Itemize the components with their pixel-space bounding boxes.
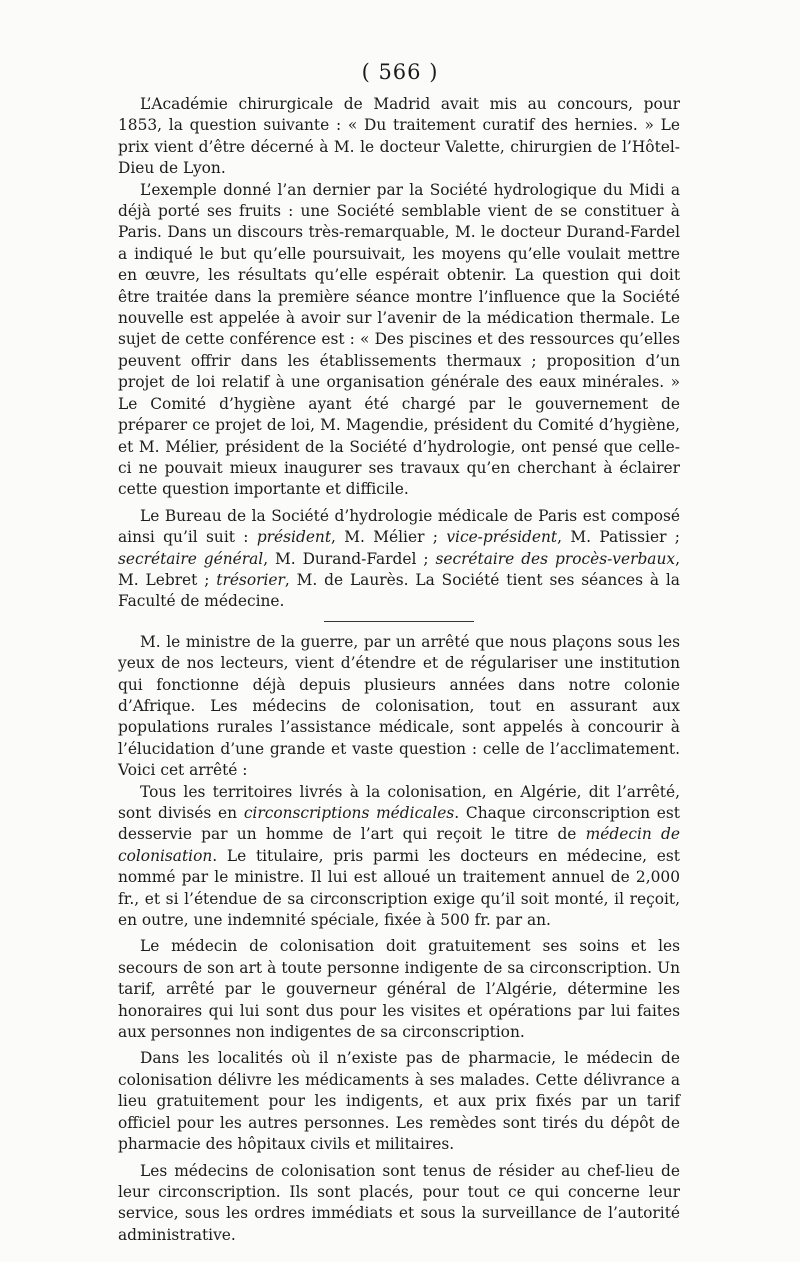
page-body	[118, 94, 680, 1246]
page-number: ( 566 )	[361, 60, 439, 84]
section-divider	[324, 621, 474, 622]
paragraph-medical-districts: Tous les territoires livrés à la colonisation, en Algérie, dit l’arrêté, sont divisés en circonscriptions médicales. Chaque circonscription est desservie par un homme de l’art qui reçoit le titre de médecin de colonisation. Le titulaire, pris parmi les docteurs en médecine, est nommé par le ministre. Il lui est alloué un traitement annuel de 2,000 fr., et si l’étendue de sa circonscription exige qu’il soit monté, il reçoit, en outre, une indemnité spéciale, fixée à 500 fr. par an.	[118, 782, 680, 930]
paragraph-minister-of-war: M. le ministre de la guerre, par un arrêté que nous plaçons sous les yeux de nos lecteurs, vient d’étendre et de régulariser une institution qui fonctionne déjà depuis plusieurs années dans notre colonie d’Afrique. Les médecins de colonisation, tout en assurant aux populations rurales l’assistance médicale, sont appelés à concourir à l’élucidation d’une grande et vaste question : celle de l’acclimatement. Voici cet arrêté :	[118, 632, 680, 780]
paragraph-society-bureau: Le Bureau de la Société d’hydrologie médicale de Paris est composé ainsi qu’il suit : président, M. Mélier ; vice-président, M. Patissier ; secrétaire général, M. Durand-Fardel ; secrétaire des procès-verbaux, M. Lebret ; trésorier, M. de Laurès. La Société tient ses séances à la Faculté de médecine.	[118, 506, 680, 611]
paragraph-hydrology-society: L’exemple donné l’an dernier par la Société hydrologique du Midi a déjà porté ses fruits : une Société semblable vient de se constituer à Paris. Dans un discours très-remarquable, M. le docteur Durand-Fardel a indiqué le but qu’elle poursuivait, les moyens qu’elle voulait mettre en œuvre, les résultats qu’elle espérait obtenir. La question qui doit être traitée dans la première séance montre l’influence que la Société nouvelle est appelée à avoir sur l’avenir de la médication thermale. Le sujet de cette conférence est : « Des piscines et des ressources qu’elles peuvent offrir dans les établissements thermaux ; proposition d’un projet de loi relatif à une organisation générale des eaux minérales. » Le Comité d’hygiène ayant été chargé par le gouvernement de préparer ce projet de loi, M. Magendie, président du Comité d’hygiène, et M. Mélier, président de la Société d’hydrologie, ont pensé que celle-ci ne pouvait mieux inaugurer ses travaux qu’en cherchant à éclairer cette question importante et difficile.	[118, 180, 680, 499]
paragraph-residence: Les médecins de colonisation sont tenus de résider au chef-lieu de leur circonscription. Ils sont placés, pour tout ce qui concerne leur service, sous les ordres immédiats et sous la surveillance de l’autorité administrative.	[118, 1161, 680, 1244]
paragraph-madrid-academy: L’Académie chirurgicale de Madrid avait mis au concours, pour 1853, la question suivante : « Du traitement curatif des hernies. » Le prix vient d’être décerné à M. le docteur Valette, chirurgien de l’Hôtel-Dieu de Lyon.	[118, 95, 680, 178]
paragraph-free-care: Le médecin de colonisation doit gratuitement ses soins et les secours de son art à toute personne indigente de sa circonscription. Un tarif, arrêté par le gouverneur général de l’Algérie, détermine les honoraires qui lui sont dus pour les visites et opérations par lui faites aux personnes non indigentes de sa circonscription.	[118, 937, 680, 1042]
paragraph-pharmacy: Dans les localités où il n’existe pas de pharmacie, le médecin de colonisation délivre les médicaments à ses malades. Cette délivrance a lieu gratuitement pour les indigents, et aux prix fixés par un tarif officiel pour les autres personnes. Les remèdes sont tirés du dépôt de pharmacie des hôpitaux civils et militaires.	[118, 1049, 680, 1154]
